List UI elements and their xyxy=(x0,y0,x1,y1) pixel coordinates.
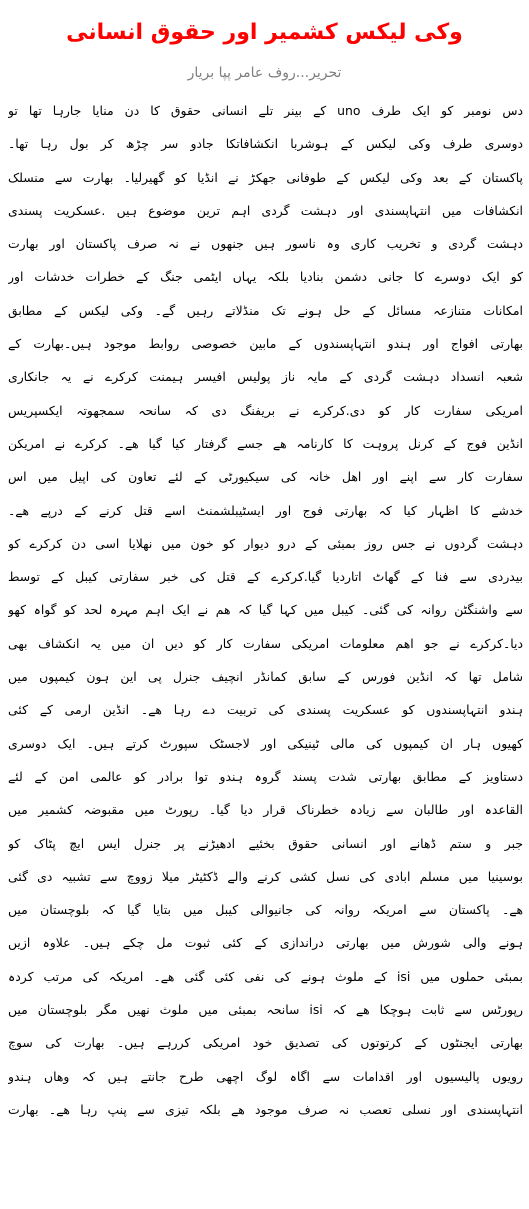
article-line: بیدردی سے فنا کے گھاٹ اتاردیا گیا.کرکرے کے قتل کی خبر سفارتی کیبل کے توسط xyxy=(8,569,523,585)
article-line: شامل تھا کہ انڈین فورس کے سابق کمانڈر انچیف جنرل پی این ہون کیمپوں میں xyxy=(8,669,523,685)
article-line: سے واشنگٹن روانہ کی گئی۔ کیبل میں کہا گیا کہ ھم نے ایک اہم مہرہ لحد کو گواہ کھو xyxy=(8,602,523,618)
article-line: شعبہ انسداد دہشت گردی کے مایہ ناز پولیس افیسر ہیمنت کرکرے نے یہ جانکاری xyxy=(8,369,523,385)
article-line: بھارتی ایجنٹوں کے کرتوتوں کی تصدیق خود امریکی کررہے ہیں۔ بھارت کی سوچ xyxy=(8,1035,523,1051)
article-line: دیا۔کرکرے نے جو اھم معلومات امریکی سفارت کار کو دیں ان میں یہ انکشاف بھی xyxy=(8,635,523,651)
article-line: جبر و ستم ڈھانے اور انسانی حقوق بخئیے ادھیڑنے پر جنرل ایس ایچ پٹاک کو xyxy=(8,835,523,851)
article-line: امریکی سفارت کار کو دی.کرکرے نے بریفنگ دی کہ سانحہ سمجھوتہ ایکسپریس xyxy=(8,402,523,418)
article-line: ھے۔ پاکستان سے امریکہ روانہ کی جانیوالی کیبل میں بتایا گیا کہ بلوچستان میں xyxy=(8,902,523,918)
article-line: القاعدہ اور طالبان سے زیادہ خطرناک قرار دیا گیا۔ رپورٹ میں مقبوضہ کشمیر میں xyxy=(8,802,523,818)
article-line: بھارتی افواج اور ہندو انتہاپسندوں کے مابین خصوصی روابط موجود ہیں۔بھارت کے xyxy=(8,336,523,352)
article-byline: تحریر...روف عامر پپا بریار xyxy=(187,65,342,81)
article-line: دہشت گردوں نے جس روز بمبئی کے درو دیوار کو خون میں نھلایا اسی دن کرکرے کو xyxy=(8,535,523,551)
article-line: ہندو انتہاپسندوں کو عسکریت پسندی کی تربیت دے رہا ھے۔ انڈین ارمی کے کئی xyxy=(8,702,523,718)
article-line: پاکستان کے بعد وکی لیکس کے طوفانی جھکڑ نے انڈیا کو گھیرلیا۔ بھارت سے منسلک xyxy=(8,169,523,185)
article-line: انکشافات میں انتہاپسندی اور دہشت گردی اہم ترین موضوع ہیں .عسکریت پسندی xyxy=(8,202,523,218)
article-title: وکی لیکس کشمیر اور حقوق انسانی xyxy=(66,20,463,45)
article-line: دستاویز کے مطابق بھارتی شدت پسند گروہ ہندو توا برادر کو عالمی امن کے لئے xyxy=(8,768,523,784)
article-line: انڈین فوج کے کرنل پروہت کا کارنامہ ھے جسے گرفتار کیا گیا ھے۔ کرکرے نے امریکن xyxy=(8,435,523,451)
article-line: کھیوں ہار ان کیمپوں کی مالی ٹینیکی اور لاجسٹک سپورٹ کرتے ہیں۔ ایک دوسری xyxy=(8,735,523,751)
article-line: امکانات متنازعہ مسائل کے حل ہونے تک منڈلاتے رہیں گے۔ وکی لیکس کے مطابق xyxy=(8,302,523,318)
article-line: سفارت کار سے اپنے اور اھل خانہ کی سیکیورٹی کے لئے تعاون کی اپیل میں اس xyxy=(8,469,523,485)
article-line: بوسینیا میں مسلم ابادی کی نسل کشی کرنے والے ڈکٹیٹر میلا زووچ سے تشبیہ دی گئی xyxy=(8,868,523,884)
article-line: رپورٹس سے ثابت ہوچکا ھے کہ isi سانحہ بمبئی میں ملوث نھیں مگر بلوچستان میں xyxy=(8,1002,523,1018)
article-line: ہونے والی شورش میں بھارتی دراندازی کے کئی ثبوت مل چکے ہیں۔ علاوہ ازیں xyxy=(8,935,523,951)
article-line: دہشت گردی و تخریب کاری وہ ناسور ہیں جنھوں نے نہ صرف پاکستان اور بھارت xyxy=(8,236,523,252)
article-line: رویوں پالیسیوں اور اقدامات سے اگاہ لوگ اچھی طرح جانتے ہیں کہ وھاں ہندو xyxy=(8,1068,523,1084)
article-line: خدشے کا اظہار کیا کہ بھارتی فوج اور ایسٹیبلشمنٹ اسے قتل کرنے کے درپے ھے۔ xyxy=(8,502,523,518)
article-line: کو ایک دوسرے کا جانی دشمن بنادیا بلکہ یہاں ایٹمی جنگ کے خطرات خدشات اور xyxy=(8,269,523,285)
article-line: دس نومبر کو ایک طرف uno کے بینر تلے انسانی حقوق کا دن منایا جارہا تھا تو xyxy=(8,103,523,118)
article-line: دوسری طرف وکی لیکس کے ہوشربا انکشافاتکا جادو سر چڑھ کر بول رہا تھا۔ xyxy=(8,136,523,152)
article-line: بمبئی حملوں میں isi کے ملوث ہونے کی نفی کئی گئی ھے۔ امریکہ کی مرتب کردہ xyxy=(8,968,523,984)
article-line: انتہاپسندی اور نسلی تعصب نہ صرف موجود ھے بلکہ تیزی سے پنپ رہا ھے۔ بھارت xyxy=(8,1101,523,1117)
article-body xyxy=(8,94,523,1126)
